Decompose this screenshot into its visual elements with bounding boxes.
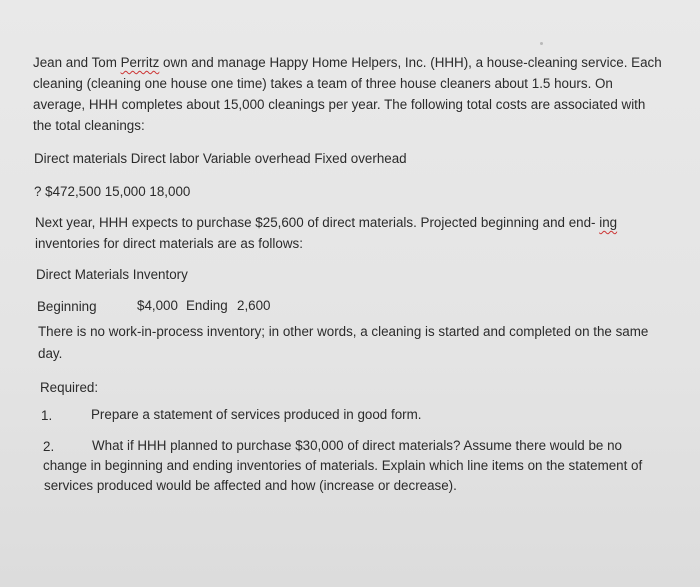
paragraph-2-line-2: inventories for direct materials are as follows:: [35, 236, 303, 251]
paragraph-3-line-2: day.: [38, 346, 63, 361]
cost-values: ? $472,500 15,000 18,000: [34, 184, 191, 199]
required-heading: Required:: [40, 380, 99, 395]
spellcheck-word: Perritz: [120, 55, 160, 70]
requirement-2-line-3: services produced would be affected and how (increase or decrease).: [44, 478, 457, 493]
inventory-beginning-label: Beginning: [37, 299, 97, 314]
requirement-2-line-1: What if HHH planned to purchase $30,000 of direct materials? Assume there would be no: [92, 438, 622, 453]
inventory-ending-label: Ending: [186, 298, 228, 313]
requirement-1-number: 1.: [41, 408, 53, 423]
cost-headers: Direct materials Direct labor Variable overhead Fixed overhead: [34, 151, 407, 166]
requirement-2-line-2: change in beginning and ending inventories of materials. Explain which line items on the statement of: [43, 458, 643, 473]
text: Jean and Tom: [33, 55, 121, 70]
paragraph-1-line-4: the total cleanings:: [33, 118, 145, 133]
inventory-ending-value: 2,600: [237, 298, 271, 313]
paragraph-1-line-2: cleaning (cleaning one house one time) takes a team of three house cleaners about 1.5 hours. On: [33, 76, 613, 91]
inventory-title: Direct Materials Inventory: [36, 267, 188, 282]
paragraph-1-line-3: average, HHH completes about 15,000 cleanings per year. The following total costs are associated with: [33, 97, 646, 112]
dust-speck: [540, 42, 543, 45]
paragraph-2-line-1: [35, 212, 617, 233]
spellcheck-word: ing: [599, 215, 618, 230]
paragraph-1-line-1: [33, 52, 662, 73]
paragraph-3-line-1: There is no work-in-process inventory; in other words, a cleaning is started and completed on the same: [38, 324, 649, 339]
text: own and manage Happy Home Helpers, Inc. (HHH), a house-cleaning service. Each: [159, 55, 662, 70]
requirement-1-text: Prepare a statement of services produced in good form.: [91, 407, 422, 422]
requirement-2-number: 2.: [43, 439, 55, 454]
inventory-beginning-value: $4,000: [137, 298, 178, 313]
text: Next year, HHH expects to purchase $25,600 of direct materials. Projected beginning and end-: [35, 215, 600, 230]
